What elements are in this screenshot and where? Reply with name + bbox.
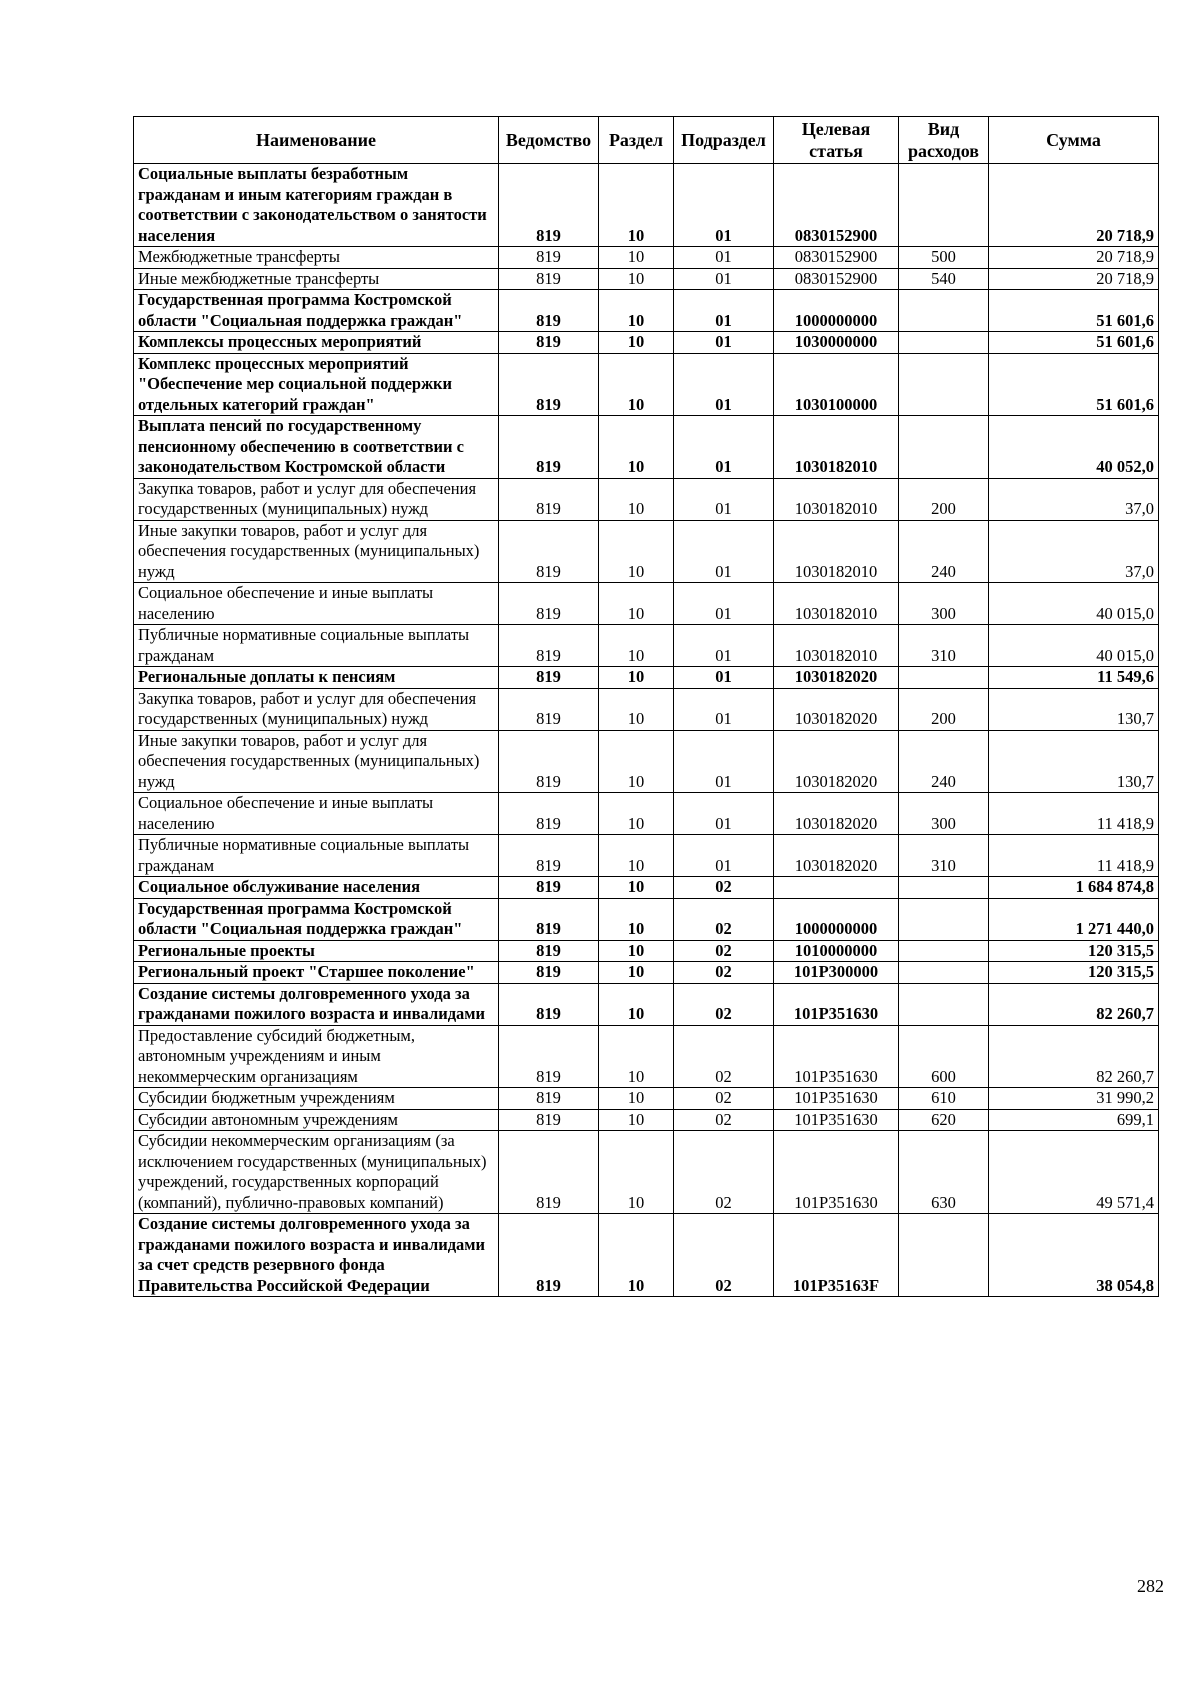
cell-exptype [899,898,989,940]
cell-name: Государственная программа Костромской области "Социальная поддержка граждан" [134,898,499,940]
cell-name: Создание системы долговременного ухода за гражданами пожилого возраста и инвалидами [134,983,499,1025]
cell-name: Иные межбюджетные трансферты [134,268,499,290]
cell-dept: 819 [499,353,599,416]
cell-sum: 20 718,9 [989,247,1159,269]
cell-subsection: 01 [674,583,774,625]
cell-subsection: 01 [674,688,774,730]
cell-dept: 819 [499,688,599,730]
cell-name: Комплекс процессных мероприятий "Обеспечение мер социальной поддержки отдельных категорий граждан" [134,353,499,416]
cell-subsection: 01 [674,520,774,583]
cell-target: 0830152900 [774,247,899,269]
cell-sum: 49 571,4 [989,1131,1159,1214]
cell-dept: 819 [499,478,599,520]
cell-name: Создание системы долговременного ухода за гражданами пожилого возраста и инвалидами за счет средств резервного фонда Правительства Российской Федерации [134,1214,499,1297]
cell-exptype [899,353,989,416]
cell-section: 10 [599,1214,674,1297]
cell-section: 10 [599,962,674,984]
cell-name: Субсидии некоммерческим организациям (за исключением государственных (муниципальных) учреждений, государственных корпораций (компаний), публично-правовых компаний) [134,1131,499,1214]
cell-target: 0830152900 [774,268,899,290]
cell-target [774,877,899,899]
table-row [134,835,1159,877]
page-number: 282 [1137,1576,1164,1596]
table-row [134,1025,1159,1088]
cell-subsection: 01 [674,416,774,479]
cell-name: Межбюджетные трансферты [134,247,499,269]
header-sum: Сумма [989,117,1159,164]
header-section: Раздел [599,117,674,164]
cell-name: Региональные проекты [134,940,499,962]
cell-exptype [899,416,989,479]
cell-section: 10 [599,835,674,877]
cell-dept: 819 [499,898,599,940]
cell-exptype [899,667,989,689]
cell-sum: 38 054,8 [989,1214,1159,1297]
cell-name: Иные закупки товаров, работ и услуг для обеспечения государственных (муниципальных) нужд [134,520,499,583]
cell-exptype: 310 [899,835,989,877]
table-row [134,520,1159,583]
cell-target: 1010000000 [774,940,899,962]
cell-name: Публичные нормативные социальные выплаты гражданам [134,835,499,877]
cell-target: 1030182010 [774,416,899,479]
cell-section: 10 [599,332,674,354]
cell-target: 0830152900 [774,164,899,247]
cell-subsection: 01 [674,625,774,667]
cell-section: 10 [599,1088,674,1110]
cell-subsection: 02 [674,940,774,962]
cell-dept: 819 [499,1109,599,1131]
cell-target: 1030000000 [774,332,899,354]
cell-name: Социальные выплаты безработным гражданам и иным категориям граждан в соответствии с законодательством о занятости населения [134,164,499,247]
cell-target: 1030182020 [774,730,899,793]
cell-dept: 819 [499,835,599,877]
cell-target: 1030182010 [774,520,899,583]
table-row [134,353,1159,416]
cell-sum: 40 015,0 [989,583,1159,625]
cell-sum: 82 260,7 [989,983,1159,1025]
cell-sum: 51 601,6 [989,353,1159,416]
table-row [134,730,1159,793]
table-body [134,164,1159,1297]
cell-exptype [899,290,989,332]
cell-sum: 120 315,5 [989,940,1159,962]
cell-sum: 130,7 [989,688,1159,730]
table-row [134,1131,1159,1214]
cell-section: 10 [599,877,674,899]
cell-section: 10 [599,625,674,667]
cell-target: 1030182020 [774,835,899,877]
cell-exptype [899,983,989,1025]
cell-dept: 819 [499,416,599,479]
table-row [134,877,1159,899]
table-row [134,416,1159,479]
cell-name: Иные закупки товаров, работ и услуг для обеспечения государственных (муниципальных) нужд [134,730,499,793]
cell-target: 1030182010 [774,625,899,667]
cell-exptype: 620 [899,1109,989,1131]
cell-subsection: 02 [674,1131,774,1214]
cell-name: Региональные доплаты к пенсиям [134,667,499,689]
table-row [134,583,1159,625]
cell-section: 10 [599,793,674,835]
cell-sum: 31 990,2 [989,1088,1159,1110]
table-row [134,898,1159,940]
cell-target: 1030182010 [774,583,899,625]
cell-exptype [899,962,989,984]
table-row [134,625,1159,667]
cell-subsection: 01 [674,667,774,689]
cell-subsection: 01 [674,353,774,416]
cell-target: 101P351630 [774,983,899,1025]
cell-dept: 819 [499,268,599,290]
cell-section: 10 [599,688,674,730]
cell-subsection: 02 [674,1088,774,1110]
table-row [134,290,1159,332]
header-name: Наименование [134,117,499,164]
cell-dept: 819 [499,625,599,667]
table-row [134,793,1159,835]
cell-dept: 819 [499,1025,599,1088]
cell-exptype: 630 [899,1131,989,1214]
cell-sum: 120 315,5 [989,962,1159,984]
header-target: Целевая статья [774,117,899,164]
table-row [134,1088,1159,1110]
cell-section: 10 [599,983,674,1025]
cell-name: Государственная программа Костромской области "Социальная поддержка граждан" [134,290,499,332]
cell-dept: 819 [499,730,599,793]
cell-exptype: 600 [899,1025,989,1088]
header-exptype: Вид расходов [899,117,989,164]
cell-exptype: 200 [899,688,989,730]
cell-section: 10 [599,268,674,290]
cell-target: 1030100000 [774,353,899,416]
cell-sum: 130,7 [989,730,1159,793]
cell-sum: 37,0 [989,520,1159,583]
cell-subsection: 01 [674,268,774,290]
cell-name: Социальное обслуживание населения [134,877,499,899]
cell-sum: 51 601,6 [989,290,1159,332]
cell-section: 10 [599,730,674,793]
cell-sum: 37,0 [989,478,1159,520]
header-dept: Ведомство [499,117,599,164]
cell-section: 10 [599,520,674,583]
cell-dept: 819 [499,793,599,835]
cell-name: Публичные нормативные социальные выплаты гражданам [134,625,499,667]
cell-name: Субсидии автономным учреждениям [134,1109,499,1131]
cell-section: 10 [599,1109,674,1131]
cell-subsection: 02 [674,1109,774,1131]
cell-name: Предоставление субсидий бюджетным, автономным учреждениям и иным некоммерческим организациям [134,1025,499,1088]
cell-dept: 819 [499,332,599,354]
cell-name: Социальное обеспечение и иные выплаты населению [134,583,499,625]
table-row [134,940,1159,962]
cell-dept: 819 [499,520,599,583]
cell-target: 1000000000 [774,290,899,332]
cell-section: 10 [599,1131,674,1214]
cell-subsection: 01 [674,730,774,793]
cell-name: Социальное обеспечение и иные выплаты населению [134,793,499,835]
cell-section: 10 [599,1025,674,1088]
table-row [134,688,1159,730]
cell-subsection: 02 [674,983,774,1025]
cell-subsection: 02 [674,877,774,899]
cell-exptype: 500 [899,247,989,269]
header-subsection: Подраздел [674,117,774,164]
cell-dept: 819 [499,1131,599,1214]
table-row [134,478,1159,520]
cell-sum: 51 601,6 [989,332,1159,354]
cell-dept: 819 [499,983,599,1025]
cell-dept: 819 [499,1214,599,1297]
table-row [134,332,1159,354]
table-row [134,1109,1159,1131]
cell-sum: 20 718,9 [989,164,1159,247]
table-row [134,164,1159,247]
cell-dept: 819 [499,962,599,984]
cell-section: 10 [599,940,674,962]
cell-name: Выплата пенсий по государственному пенсионному обеспечению в соответствии с законодательством Костромской области [134,416,499,479]
cell-exptype: 300 [899,583,989,625]
cell-section: 10 [599,898,674,940]
cell-exptype [899,877,989,899]
cell-exptype: 240 [899,520,989,583]
cell-dept: 819 [499,290,599,332]
cell-sum: 11 549,6 [989,667,1159,689]
cell-subsection: 01 [674,793,774,835]
cell-sum: 1 271 440,0 [989,898,1159,940]
cell-target: 1000000000 [774,898,899,940]
table-row [134,962,1159,984]
cell-section: 10 [599,667,674,689]
table-row [134,247,1159,269]
cell-exptype [899,940,989,962]
cell-sum: 82 260,7 [989,1025,1159,1088]
cell-target: 101P351630 [774,1131,899,1214]
cell-target: 101P351630 [774,1088,899,1110]
cell-dept: 819 [499,667,599,689]
cell-target: 1030182020 [774,793,899,835]
cell-name: Закупка товаров, работ и услуг для обеспечения государственных (муниципальных) нужд [134,688,499,730]
cell-dept: 819 [499,940,599,962]
table-row [134,268,1159,290]
cell-exptype [899,164,989,247]
cell-sum: 699,1 [989,1109,1159,1131]
cell-section: 10 [599,583,674,625]
cell-section: 10 [599,478,674,520]
cell-exptype [899,332,989,354]
cell-subsection: 01 [674,290,774,332]
header-row [134,117,1159,164]
cell-dept: 819 [499,164,599,247]
cell-subsection: 01 [674,247,774,269]
cell-exptype [899,1214,989,1297]
cell-sum: 40 052,0 [989,416,1159,479]
cell-sum: 20 718,9 [989,268,1159,290]
cell-target: 1030182020 [774,667,899,689]
cell-name: Региональный проект "Старшее поколение" [134,962,499,984]
cell-section: 10 [599,164,674,247]
cell-name: Комплексы процессных мероприятий [134,332,499,354]
cell-exptype: 310 [899,625,989,667]
cell-subsection: 01 [674,164,774,247]
cell-subsection: 01 [674,835,774,877]
cell-target: 1030182020 [774,688,899,730]
cell-exptype: 610 [899,1088,989,1110]
cell-dept: 819 [499,1088,599,1110]
table-row [134,983,1159,1025]
cell-section: 10 [599,416,674,479]
cell-target: 101P351630 [774,1109,899,1131]
cell-sum: 11 418,9 [989,835,1159,877]
cell-subsection: 02 [674,898,774,940]
cell-name: Субсидии бюджетным учреждениям [134,1088,499,1110]
cell-dept: 819 [499,247,599,269]
cell-section: 10 [599,247,674,269]
cell-section: 10 [599,353,674,416]
cell-sum: 11 418,9 [989,793,1159,835]
cell-exptype: 240 [899,730,989,793]
cell-subsection: 01 [674,478,774,520]
cell-sum: 1 684 874,8 [989,877,1159,899]
cell-dept: 819 [499,877,599,899]
table-header [134,117,1159,164]
table-row [134,667,1159,689]
cell-dept: 819 [499,583,599,625]
cell-target: 101P300000 [774,962,899,984]
cell-target: 1030182010 [774,478,899,520]
cell-subsection: 02 [674,1214,774,1297]
cell-name: Закупка товаров, работ и услуг для обеспечения государственных (муниципальных) нужд [134,478,499,520]
table-row [134,1214,1159,1297]
cell-exptype: 540 [899,268,989,290]
cell-section: 10 [599,290,674,332]
cell-sum: 40 015,0 [989,625,1159,667]
cell-subsection: 02 [674,962,774,984]
cell-target: 101P35163F [774,1214,899,1297]
cell-exptype: 200 [899,478,989,520]
cell-target: 101P351630 [774,1025,899,1088]
budget-table [133,116,1159,1297]
cell-subsection: 02 [674,1025,774,1088]
cell-subsection: 01 [674,332,774,354]
cell-exptype: 300 [899,793,989,835]
